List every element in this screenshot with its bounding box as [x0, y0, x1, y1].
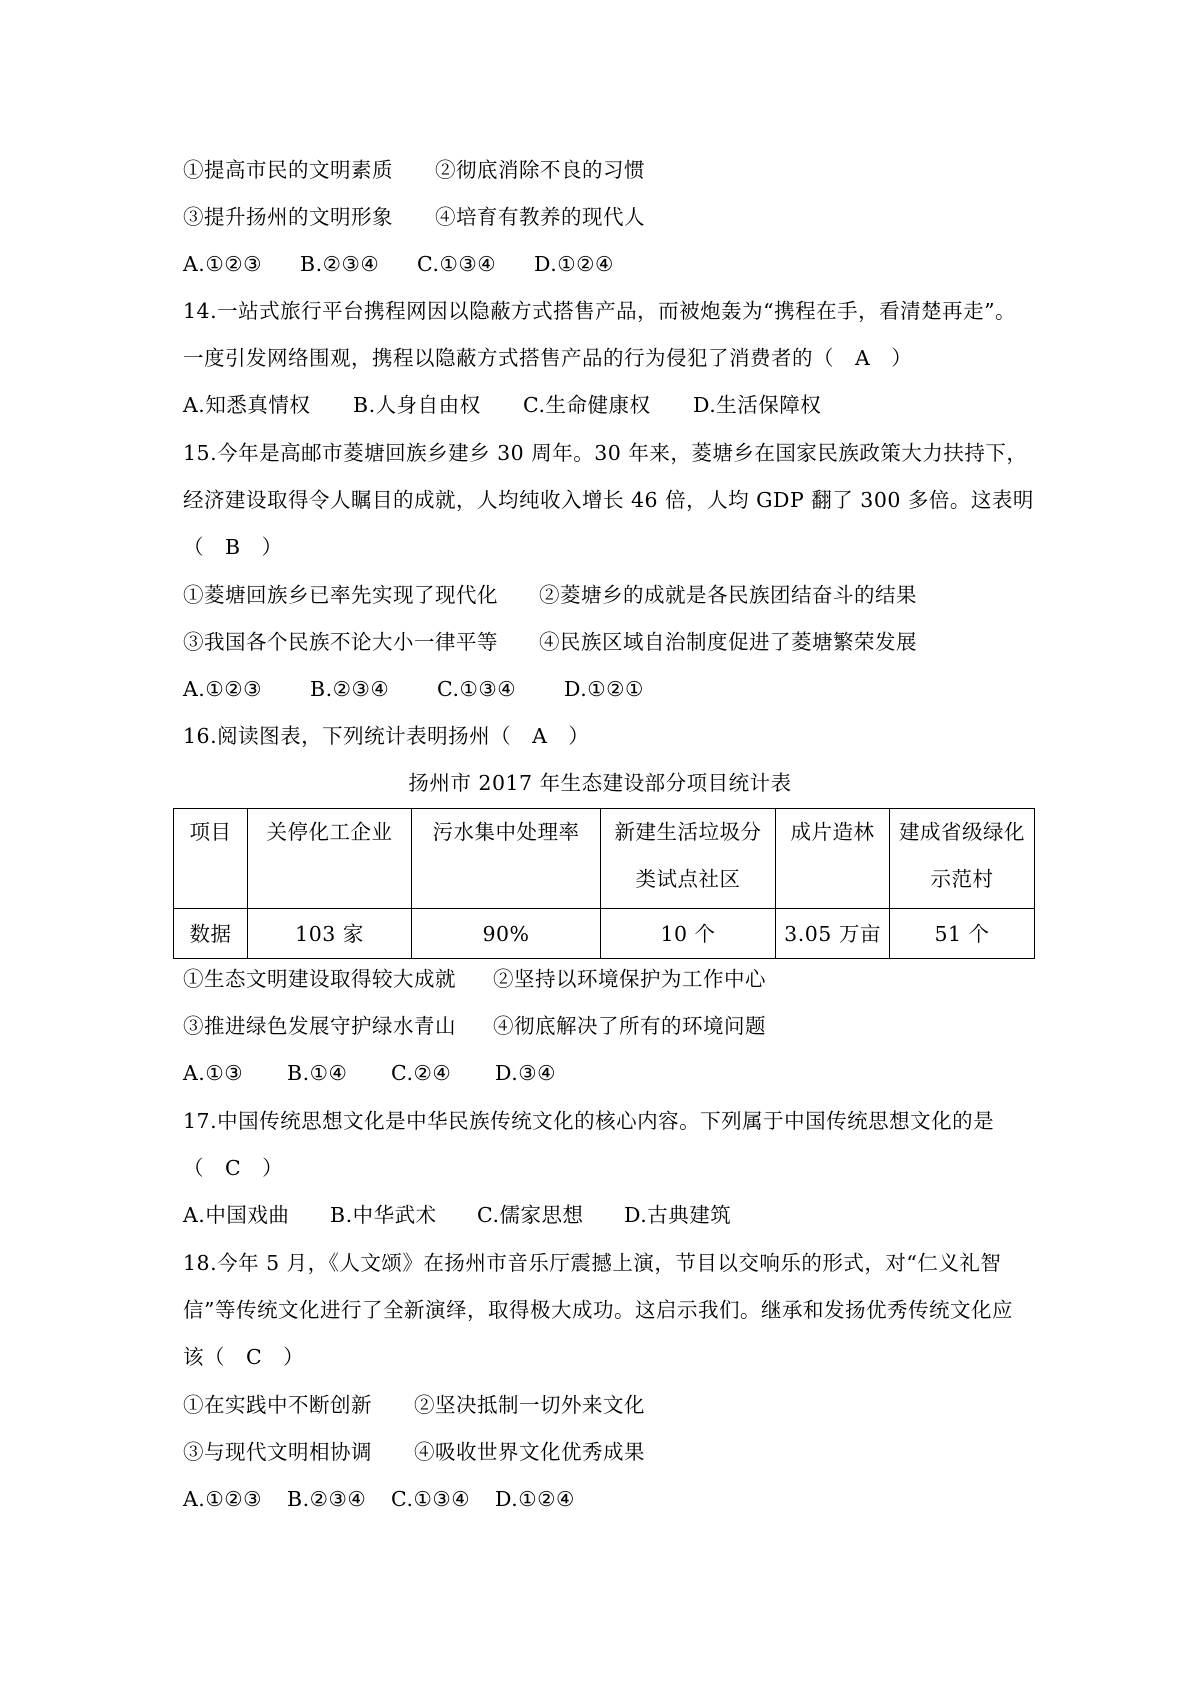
table-cell: 103 家 [248, 909, 412, 959]
table-cell: 51 个 [890, 909, 1035, 959]
q16-statement-3: ③推进绿色发展守护绿水青山 [183, 1014, 456, 1038]
table-column-header: 建成省级绿化示范村 [890, 809, 1035, 909]
table-row-header-cell: 项目 [174, 809, 248, 909]
q15-statements-row2 [183, 628, 917, 656]
q14-option-a: A.知悉真情权 [183, 393, 311, 417]
table-header-row [174, 809, 1035, 909]
q18-stem-line2: 信”等传统文化进行了全新演绎，取得极大成功。这启示我们。继承和发扬优秀传统文化应 [183, 1298, 1013, 1322]
table-cell: 10 个 [601, 909, 776, 959]
q15-option-a: A.①②③ [183, 677, 262, 701]
q14-stem-line1: 14.一站式旅行平台携程网因以隐蔽方式搭售产品，而被炮轰为“携程在手，看清楚再走”。 [183, 299, 1017, 323]
q15-statement-1: ①菱塘回族乡已率先实现了现代化 [183, 583, 498, 607]
q13-statements-row2 [183, 203, 645, 231]
q18-options [183, 1485, 575, 1513]
q18-statement-1: ①在实践中不断创新 [183, 1393, 372, 1417]
table-cell: 3.05 万亩 [776, 909, 890, 959]
q14-option-c: C.生命健康权 [523, 393, 651, 417]
q16-option-a: A.①③ [183, 1061, 244, 1085]
table-column-header: 成片造林 [776, 809, 890, 909]
table-data-label-cell: 数据 [174, 909, 248, 959]
q15-options [183, 675, 644, 703]
q17-option-b: B.中华武术 [330, 1203, 437, 1227]
q13-statement-3: ③提升扬州的文明形象 [183, 205, 393, 229]
q13-statement-1: ①提高市民的文明素质 [183, 158, 393, 182]
q14-options [183, 391, 821, 419]
q14-option-d: D.生活保障权 [693, 393, 822, 417]
q18-option-c: C.①③④ [391, 1487, 471, 1511]
q13-options [183, 250, 614, 278]
q15-statement-3: ③我国各个民族不论大小一律平等 [183, 630, 498, 654]
q16-statement-4: ④彻底解决了所有的环境问题 [493, 1014, 766, 1038]
q13-option-d: D.①②④ [534, 252, 614, 276]
table-column-header: 新建生活垃圾分类试点社区 [601, 809, 776, 909]
q18-statements-row2 [183, 1438, 645, 1466]
q13-statement-4: ④培育有教养的现代人 [435, 205, 645, 229]
q18-stem-line1: 18.今年 5 月，《人文颂》在扬州市音乐厅震撼上演，节目以交响乐的形式，对“仁义礼智 [183, 1251, 1002, 1275]
q15-stem-line2: 经济建设取得令人瞩目的成就，人均纯收入增长 46 倍，人均 GDP 翻了 300 多倍。这表明 [183, 488, 1034, 512]
q18-statements-row1 [183, 1391, 645, 1419]
q18-statement-3: ③与现代文明相协调 [183, 1440, 372, 1464]
q18-option-a: A.①②③ [183, 1487, 262, 1511]
q16-statement-2: ②坚持以环境保护为工作中心 [493, 967, 766, 991]
q15-answer: （ B ） [183, 535, 283, 559]
q13-option-a: A.①②③ [183, 252, 262, 276]
q17-options [183, 1201, 731, 1229]
q17-option-a: A.中国戏曲 [183, 1203, 290, 1227]
table-cell: 90% [412, 909, 601, 959]
q16-table-title: 扬州市 2017 年生态建设部分项目统计表 [408, 771, 792, 795]
q13-statements-row1 [183, 156, 645, 184]
ecology-stats-table [173, 808, 1035, 959]
q16-statements-row2 [183, 1012, 766, 1040]
q15-option-b: B.②③④ [310, 677, 390, 701]
q15-statement-2: ②菱塘乡的成就是各民族团结奋斗的结果 [539, 583, 917, 607]
q18-option-d: D.①②④ [495, 1487, 575, 1511]
q16-option-c: C.②④ [391, 1061, 452, 1085]
q18-statement-4: ④吸收世界文化优秀成果 [414, 1440, 645, 1464]
q13-option-c: C.①③④ [417, 252, 497, 276]
q16-statements-row1 [183, 965, 766, 993]
q14-stem-line2: 一度引发网络围观，携程以隐蔽方式搭售产品的行为侵犯了消费者的（ A ） [183, 346, 913, 370]
table-data-row [174, 909, 1035, 959]
q17-answer: （ C ） [183, 1156, 284, 1180]
q16-option-b: B.①④ [287, 1061, 348, 1085]
q13-option-b: B.②③④ [300, 252, 380, 276]
q16-options [183, 1059, 556, 1087]
q17-option-c: C.儒家思想 [477, 1203, 584, 1227]
q17-stem-line1: 17.中国传统思想文化是中华民族传统文化的核心内容。下列属于中国传统思想文化的是 [183, 1109, 995, 1133]
q16-stem: 16.阅读图表，下列统计表明扬州（ A ） [183, 724, 590, 748]
q16-option-d: D.③④ [495, 1061, 556, 1085]
q15-statements-row1 [183, 581, 917, 609]
q18-statement-2: ②坚决抵制一切外来文化 [414, 1393, 645, 1417]
q15-stem-line1: 15.今年是高邮市菱塘回族乡建乡 30 周年。30 年来，菱塘乡在国家民族政策大力扶持下， [183, 441, 1028, 465]
q15-option-d: D.①②① [564, 677, 644, 701]
q17-option-d: D.古典建筑 [624, 1203, 732, 1227]
q14-option-b: B.人身自由权 [353, 393, 481, 417]
q15-option-c: C.①③④ [437, 677, 517, 701]
q16-statement-1: ①生态文明建设取得较大成就 [183, 967, 456, 991]
q15-statement-4: ④民族区域自治制度促进了菱塘繁荣发展 [539, 630, 917, 654]
table-column-header: 关停化工企业 [248, 809, 412, 909]
table-column-header: 污水集中处理率 [412, 809, 601, 909]
q13-statement-2: ②彻底消除不良的习惯 [435, 158, 645, 182]
q18-option-b: B.②③④ [287, 1487, 367, 1511]
q18-stem-line3: 该（ C ） [183, 1345, 305, 1369]
